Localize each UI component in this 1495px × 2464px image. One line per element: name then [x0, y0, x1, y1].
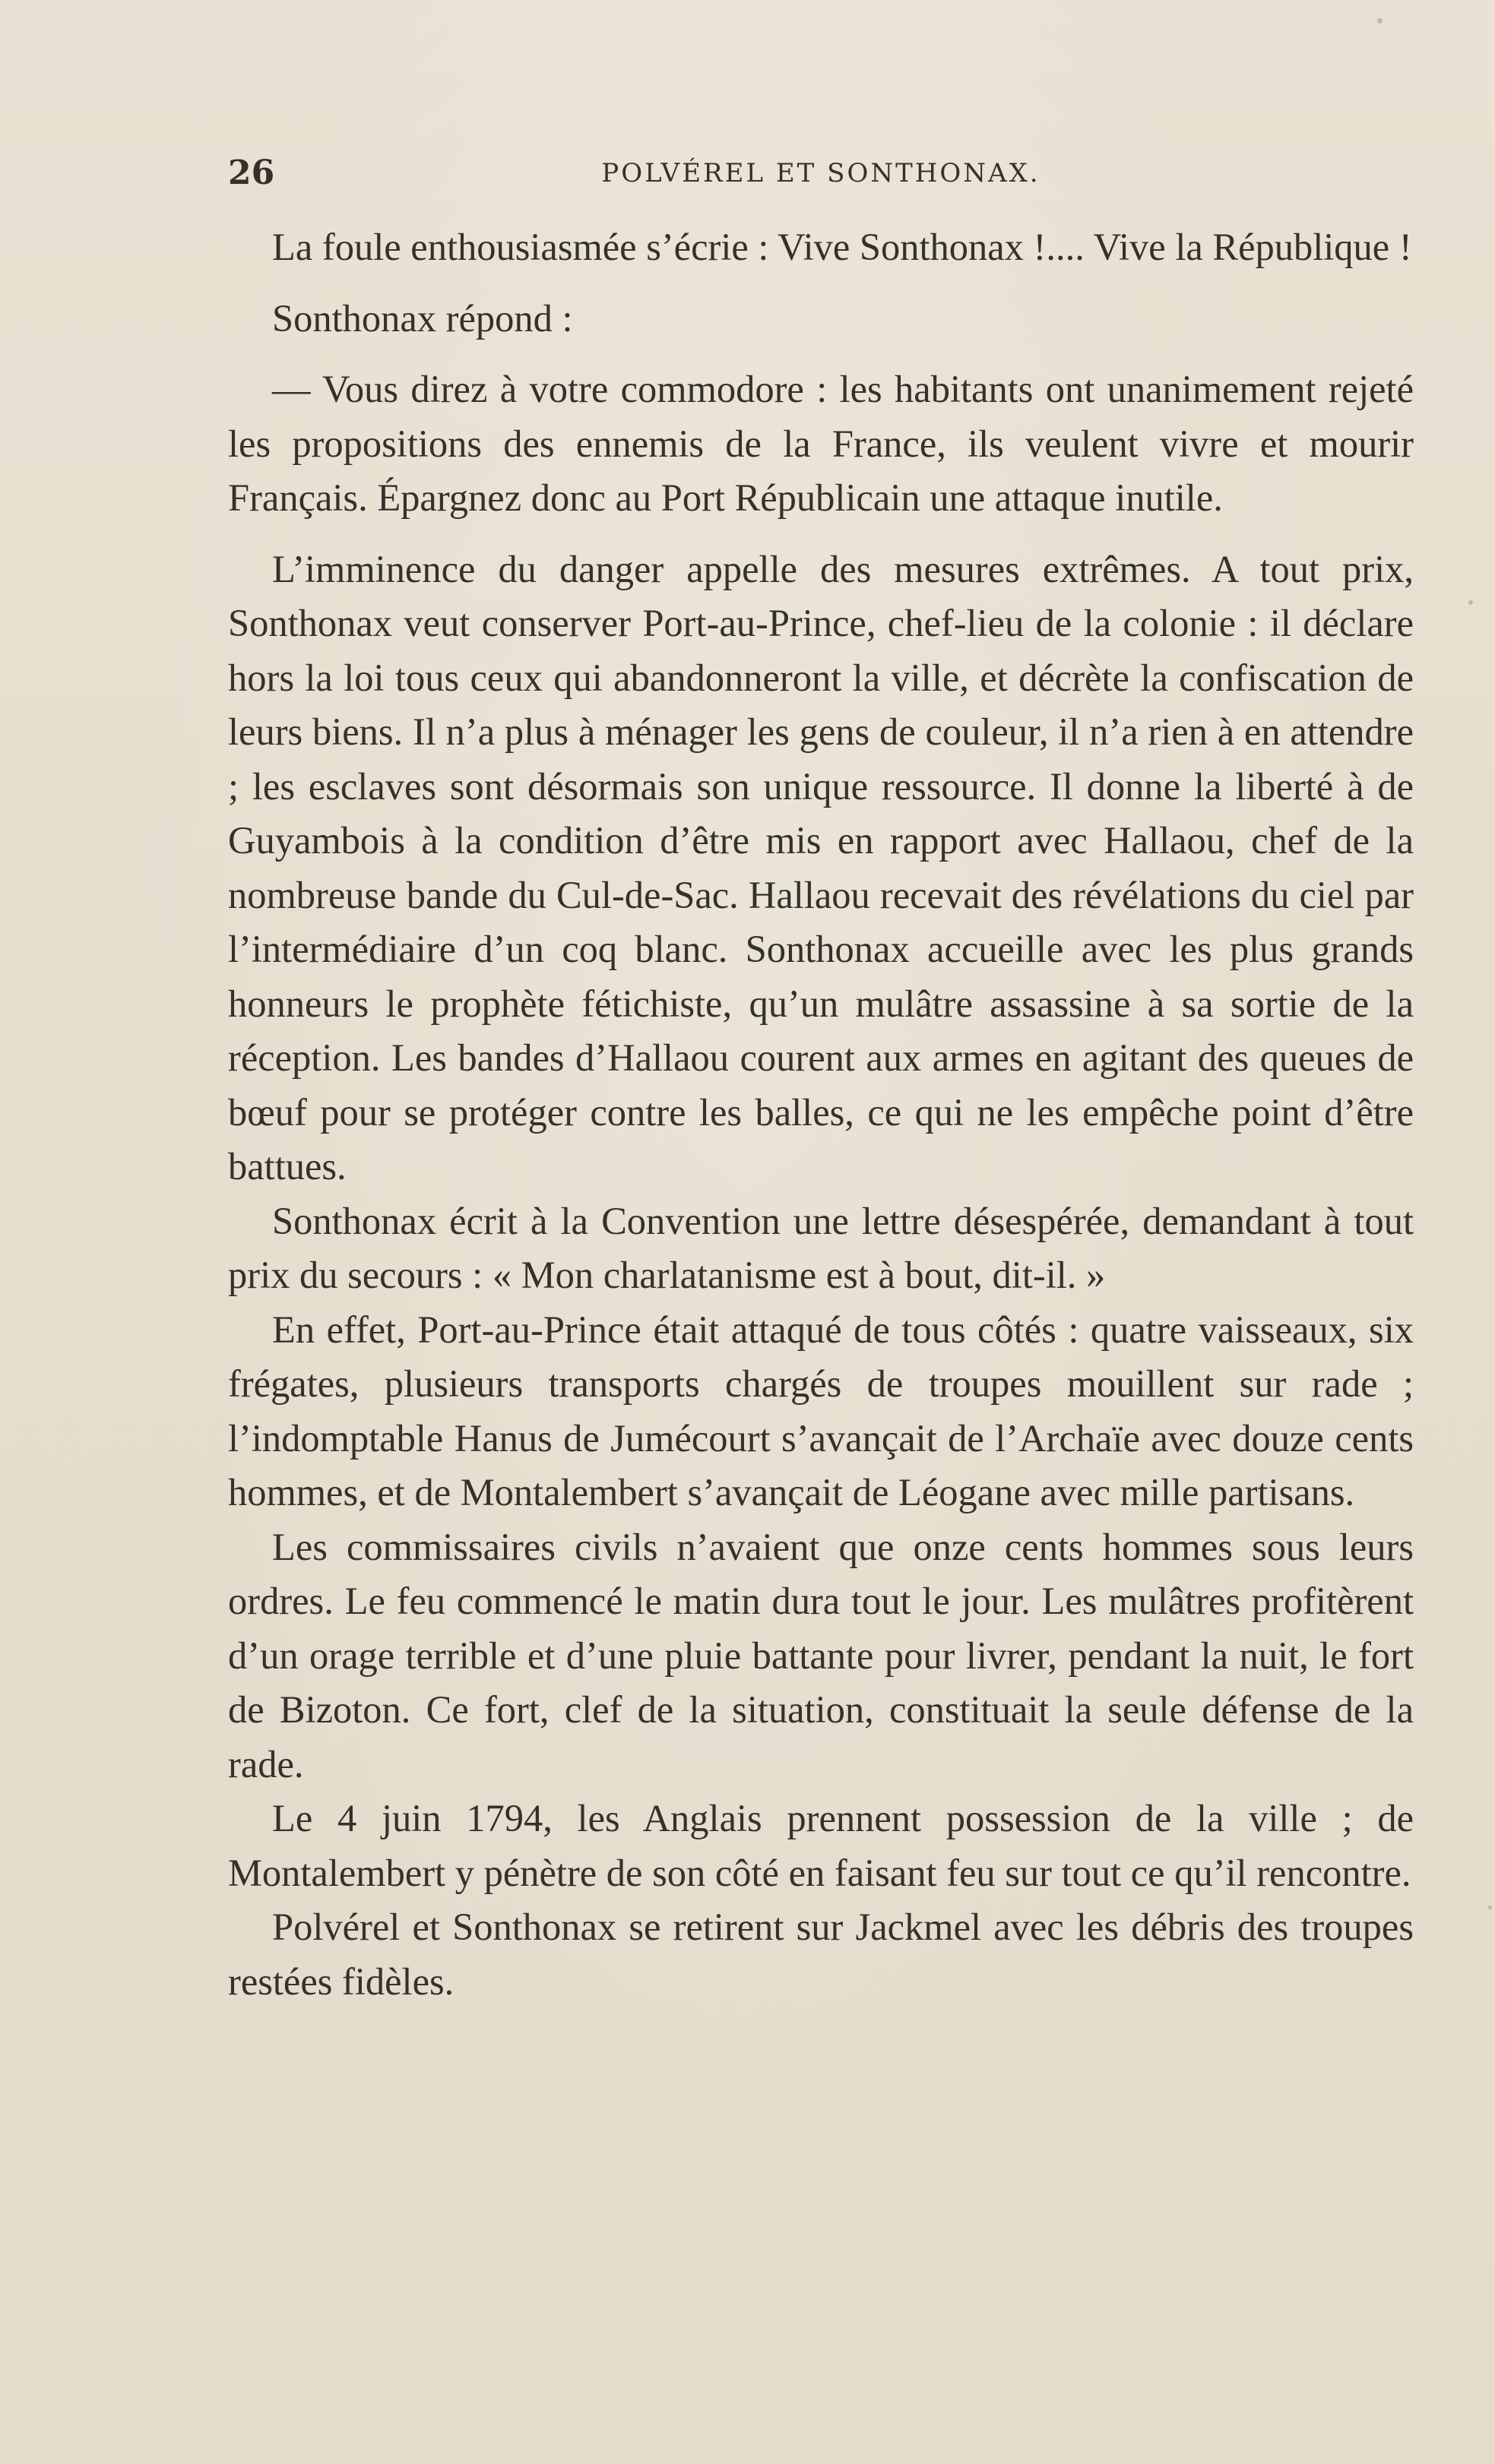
paragraph: La foule enthousiasmée s’écrie : Vive Sonthonax !.... Vive la République !	[272, 226, 1412, 268]
page-header	[228, 150, 1414, 196]
paragraph: — Vous direz à votre commodore : les habitants ont unanimement rejeté les propositions des ennemis de la France, ils veulent vivre et mourir Français. Épargnez donc au Port Républicain une attaque inutile.	[228, 368, 1414, 519]
running-title: POLVÉREL ET SONTHONAX.	[601, 158, 1040, 188]
paragraph: Sonthonax écrit à la Convention une lettre désespérée, demandant à tout prix du secours : « Mon charlatanisme est à bout, dit-il. »	[228, 1199, 1414, 1296]
body-text	[228, 220, 1414, 2009]
page-number: 26	[228, 153, 275, 192]
paragraph: En effet, Port-au-Prince était attaqué de tous côtés : quatre vaisseaux, six frégates, plusieurs transports chargés de troupes mouillent sur rade ; l’indomptable Hanus de Jumécourt s’avançait de l’Archaïe avec douze cents hommes, et de Montalembert s’avançait de Léogane avec mille partisans.	[228, 1308, 1414, 1514]
paper-speck	[1468, 600, 1473, 605]
paragraph: Sonthonax répond :	[272, 296, 573, 340]
paper-speck	[1377, 18, 1383, 24]
paper-speck	[1488, 1906, 1492, 1909]
paragraph: Polvérel et Sonthonax se retirent sur Jackmel avec les débris des troupes restées fidèles.	[228, 1906, 1414, 2003]
paragraph: Le 4 juin 1794, les Anglais prennent possession de la ville ; de Montalembert y pénètre de son côté en faisant feu sur tout ce qu’il rencontre.	[228, 1797, 1414, 1894]
paragraph: Les commissaires civils n’avaient que onze cents hommes sous leurs ordres. Le feu commencé le matin dura tout le jour. Les mulâtres profitèrent d’un orage terrible et d’une pluie battante pour livrer, pendant la nuit, le fort de Bizoton. Ce fort, clef de la situation, constituait la seule défense de la rade.	[228, 1525, 1414, 1786]
paragraph: L’imminence du danger appelle des mesures extrêmes. A tout prix, Sonthonax veut conserver Port-au-Prince, chef-lieu de la colonie : il déclare hors la loi tous ceux qui abandonneront la ville, et décrète la confiscation de leurs biens. Il n’a plus à ménager les gens de couleur, il n’a rien à en attendre ; les esclaves sont désormais son unique ressource. Il donne la liberté à de Guyambois à la condition d’être mis en rapport avec Hallaou, chef de la nombreuse bande du Cul-de-Sac. Hallaou recevait des révélations du ciel par l’intermédiaire d’un coq blanc. Sonthonax accueille avec les plus grands honneurs le prophète fétichiste, qu’un mulâtre assassine à sa sortie de la réception. Les bandes d’Hallaou courent aux armes en agitant des queues de bœuf pour se protéger contre les balles, ce qui ne les empêche point d’être battues.	[228, 547, 1414, 1188]
